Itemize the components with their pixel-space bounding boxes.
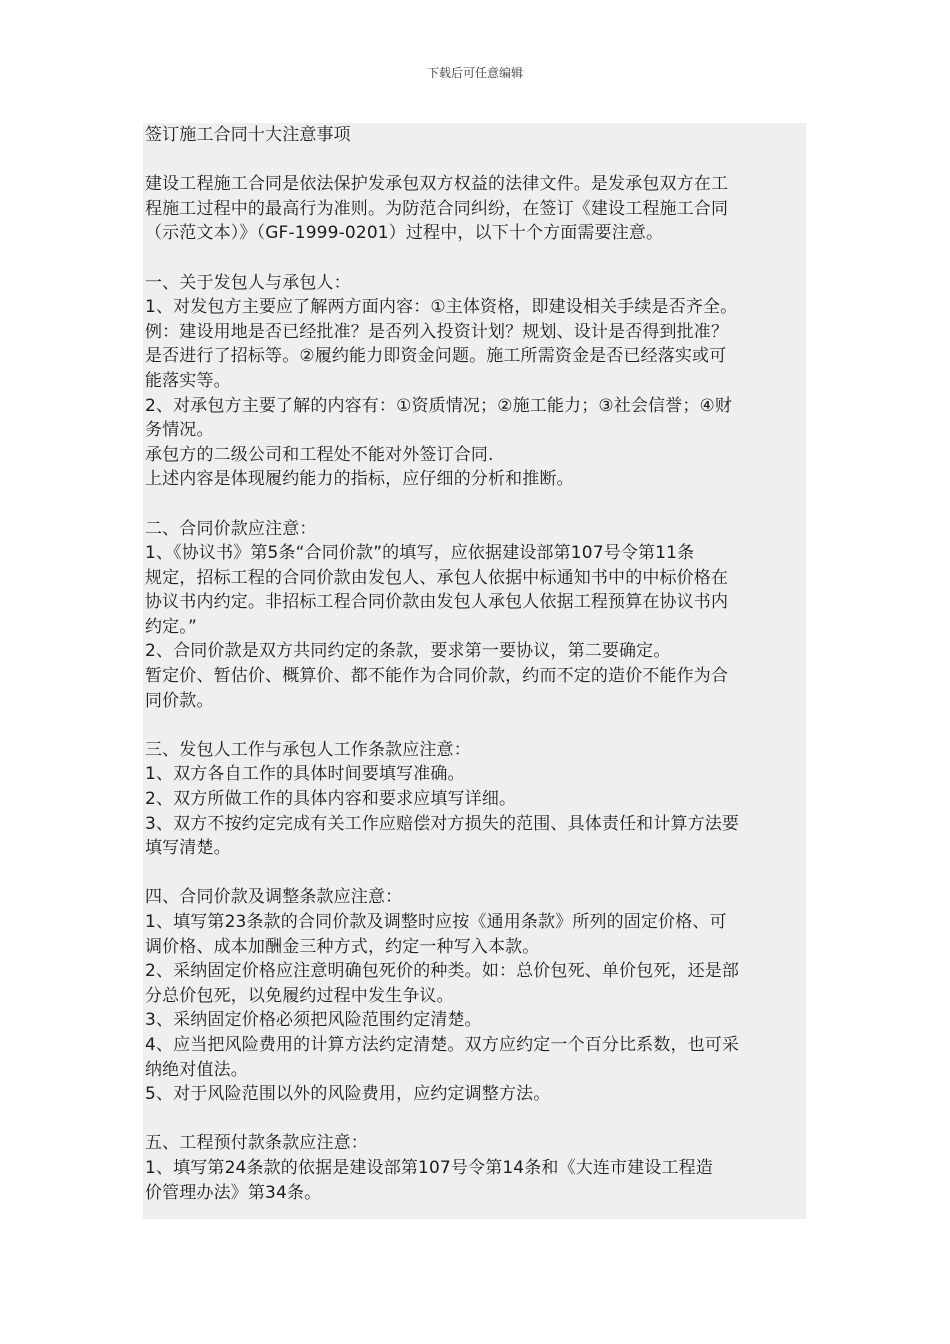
text-line: 二、合同价款应注意： bbox=[145, 518, 317, 539]
document-body bbox=[143, 123, 806, 1219]
text-line: 程施工过程中的最高行为准则。为防范合同纠纷，在签订《建设工程施工合同 bbox=[145, 198, 729, 219]
text-line: 协议书内约定。非招标工程合同价款由发包人承包人依据工程预算在协议书内 bbox=[145, 592, 729, 613]
text-line: 五、工程预付款条款应注意： bbox=[145, 1133, 368, 1154]
blank-line bbox=[145, 1107, 806, 1132]
text-line: 5、对于风险范围以外的风险费用，应约定调整方法。 bbox=[145, 1084, 551, 1105]
text-line: 承包方的二级公司和工程处不能对外签订合同. bbox=[145, 444, 494, 465]
text-line: 是否进行了招标等。②履约能力即资金问题。施工所需资金是否已经落实或可 bbox=[145, 346, 727, 367]
text-line: 纳绝对值法。 bbox=[145, 1059, 248, 1080]
text-line: 能落实等。 bbox=[145, 370, 231, 391]
text-line: 2、合同价款是双方共同约定的条款，要求第一要协议，第二要确定。 bbox=[145, 641, 671, 662]
blank-line bbox=[145, 861, 806, 886]
text-line: 填写清楚。 bbox=[145, 838, 231, 859]
text-line: 1、对发包方主要应了解两方面内容：①主体资格，即建设相关手续是否齐全。 bbox=[145, 297, 738, 318]
text-line: 三、发包人工作与承包人工作条款应注意： bbox=[145, 739, 471, 760]
text-line: 务情况。 bbox=[145, 420, 214, 441]
blank-line bbox=[145, 148, 806, 173]
text-line: （示范文本）》（GF-1999-0201）过程中，以下十个方面需要注意。 bbox=[145, 223, 664, 244]
text-line: 同价款。 bbox=[145, 690, 214, 711]
blank-line bbox=[145, 246, 806, 271]
text-line: 1、双方各自工作的具体时间要填写准确。 bbox=[145, 764, 465, 785]
text-line: 约定。” bbox=[145, 616, 197, 637]
text-line: 建设工程施工合同是依法保护发承包双方权益的法律文件。是发承包双方在工 bbox=[145, 174, 729, 195]
text-line: 1、填写第24条款的依据是建设部第107号令第14条和《大连市建设工程造 bbox=[145, 1157, 713, 1178]
text-line: 规定，招标工程的合同价款由发包人、承包人依据中标通知书中的中标价格在 bbox=[145, 567, 729, 588]
text-line: 价管理办法》第34条。 bbox=[145, 1182, 322, 1203]
blank-line bbox=[145, 713, 806, 738]
text-line: 例：建设用地是否已经批准？是否列入投资计划？规划、设计是否得到批准？ bbox=[145, 321, 729, 342]
text-line: 暂定价、暂估价、概算价、都不能作为合同价款，约而不定的造价不能作为合 bbox=[145, 666, 729, 687]
text-line: 四、合同价款及调整条款应注意： bbox=[145, 887, 403, 908]
document-title: 签订施工合同十大注意事项 bbox=[145, 125, 351, 145]
text-line: 4、应当把风险费用的计算方法约定清楚。双方应约定一个百分比系数，也可采 bbox=[145, 1034, 740, 1055]
text-line: 上述内容是体现履约能力的指标，应仔细的分析和推断。 bbox=[145, 469, 574, 490]
text-line: 3、双方不按约定完成有关工作应赔偿对方损失的范围、具体责任和计算方法要 bbox=[145, 813, 740, 834]
text-line: 一、关于发包人与承包人： bbox=[145, 272, 351, 293]
text-line: 2、双方所做工作的具体内容和要求应填写详细。 bbox=[145, 789, 517, 810]
text-line: 3、采纳固定价格必须把风险范围约定清楚。 bbox=[145, 1010, 482, 1031]
text-line: 调价格、成本加酬金三种方式，约定一种写入本款。 bbox=[145, 936, 540, 957]
text-line: 2、对承包方主要了解的内容有：①资质情况；②施工能力；③社会信誉；④财 bbox=[145, 395, 733, 416]
text-line: 分总价包死，以免履约过程中发生争议。 bbox=[145, 985, 454, 1006]
text-line: 2、采纳固定价格应注意明确包死价的种类。如：总价包死、单价包死，还是部 bbox=[145, 961, 740, 982]
blank-line bbox=[145, 492, 806, 517]
text-line: 1、填写第23条款的合同价款及调整时应按《通用条款》所列的固定价格、可 bbox=[145, 912, 727, 932]
page-header-note: 下载后可任意编辑 bbox=[426, 66, 523, 80]
text-line: 1、《协议书》第5条“合同价款”的填写，应依据建设部第107号令第11条 bbox=[145, 543, 695, 564]
